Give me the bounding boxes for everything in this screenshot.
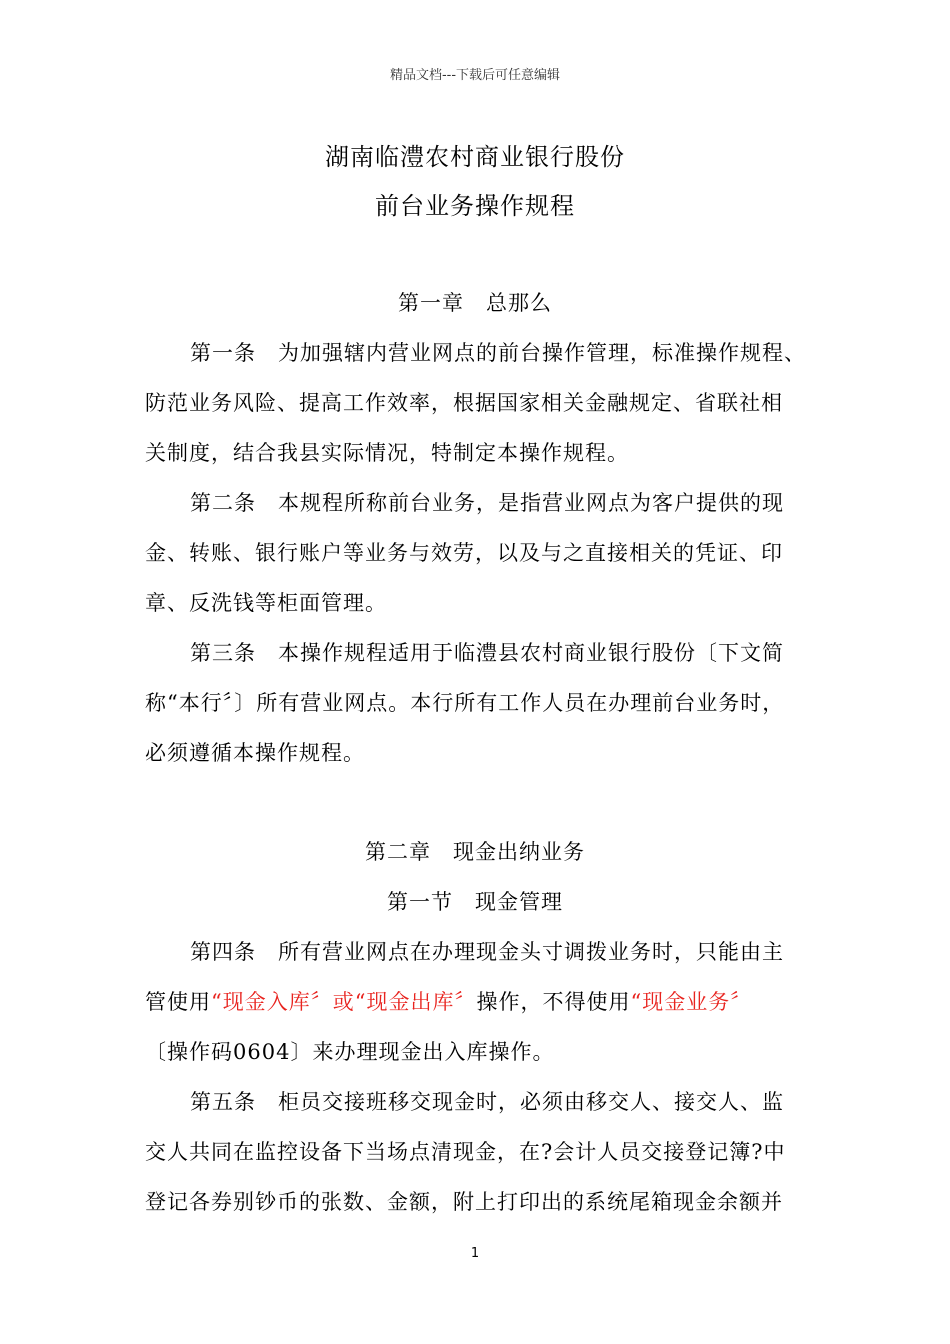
highlighted-operation: “现金入库〞或“现金出库〞 [211, 990, 477, 1014]
article2-line2: 金、转账、银行账户等业务与效劳，以及与之直接相关的凭证、印 [145, 541, 783, 565]
article4-text: 管使用 [145, 990, 211, 1014]
article1-line1: 第一条 为加强辖内营业网点的前台操作管理，标准操作规程、 [190, 341, 806, 365]
highlighted-operation: “现金业务〞 [630, 990, 753, 1014]
article4-line2 [145, 986, 825, 1016]
article4-line3: 〔操作码0604〕来办理现金出入库操作。 [145, 1040, 555, 1064]
article4-line1: 第四条 所有营业网点在办理现金头寸调拨业务时，只能由主 [190, 940, 784, 964]
article5-line3: 登记各券别钞币的张数、金额，附上打印出的系统尾箱现金余额并 [145, 1190, 783, 1214]
article3-line3: 必须遵循本操作规程。 [145, 741, 365, 765]
document-title-line2: 前台业务操作规程 [375, 192, 575, 220]
article2-line1: 第二条 本规程所称前台业务，是指营业网点为客户提供的现 [190, 491, 784, 515]
page-header: 精品文档---下载后可任意编辑 [389, 68, 561, 83]
article5-line1: 第五条 柜员交接班移交现金时，必须由移交人、接交人、监 [190, 1090, 784, 1114]
article1-line3: 关制度，结合我县实际情况，特制定本操作规程。 [145, 441, 629, 465]
document-title-line1: 湖南临澧农村商业银行股份 [325, 143, 625, 171]
article2-line3: 章、反洗钱等柜面管理。 [145, 591, 387, 615]
article5-line2: 交人共同在监控设备下当场点清现金，在?会计人员交接登记簿?中 [145, 1140, 786, 1164]
article3-line2: 称“本行〞〕所有营业网点。本行所有工作人员在办理前台业务时， [145, 691, 785, 715]
article1-line2: 防范业务风险、提高工作效率，根据国家相关金融规定、省联社相 [145, 391, 783, 415]
article4-text: 操作，不得使用 [476, 990, 631, 1014]
chapter2-heading: 第二章 现金出纳业务 [365, 840, 585, 864]
section1-heading: 第一节 现金管理 [387, 890, 563, 914]
chapter1-heading: 第一章 总那么 [398, 291, 552, 315]
page-number: 1 [470, 1246, 480, 1261]
article3-line1: 第三条 本操作规程适用于临澧县农村商业银行股份〔下文简 [190, 641, 784, 665]
